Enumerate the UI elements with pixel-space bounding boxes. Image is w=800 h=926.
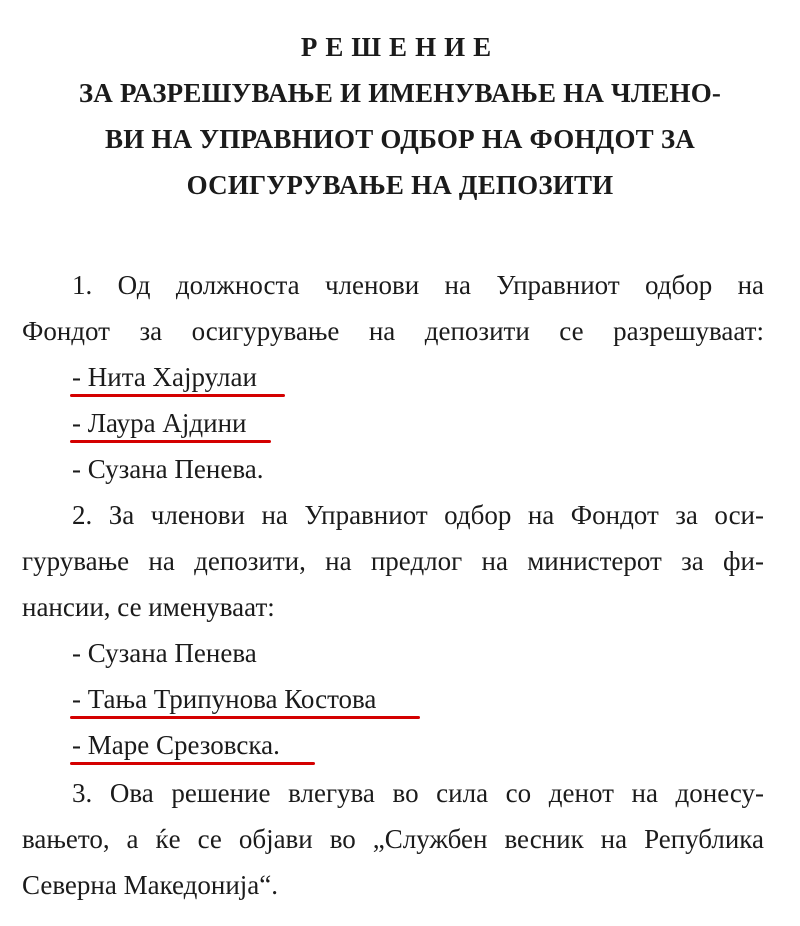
section-3-line-2: вањето, а ќе се објави во „Службен весник на Република [22, 824, 764, 854]
red-underline-annotation [70, 394, 285, 397]
section-3-line-3: Северна Македонија“. [22, 870, 278, 900]
red-underline-annotation [70, 440, 271, 443]
dismissed-member-1: - Нита Хајрулаи [72, 362, 257, 392]
section-2-line-2: гурување на депозити, на предлог на министерот за фи- [22, 546, 764, 576]
section-3-line-1: 3. Ова решение влегува во сила со денот на донесу- [72, 778, 764, 808]
red-underline-annotation [70, 762, 315, 765]
appointed-member-1: - Сузана Пенева [72, 638, 257, 668]
dismissed-member-2: - Лаура Ајдини [72, 408, 247, 438]
appointed-member-3: - Маре Срезовска. [72, 730, 280, 760]
dismissed-member-3: - Сузана Пенева. [72, 454, 264, 484]
document-title: РЕШЕНИЕ [300, 32, 500, 62]
appointed-member-2: - Тања Трипунова Костова [72, 684, 377, 714]
document-subtitle-line-1: ЗА РАЗРЕШУВАЊЕ И ИМЕНУВАЊЕ НА ЧЛЕНО- [78, 78, 722, 108]
section-2-line-1: 2. За членови на Управниот одбор на Фондот за оси- [72, 500, 764, 530]
section-1-line-1: 1. Од должноста членови на Управниот одбор на [72, 270, 764, 300]
document-subtitle-line-2: ВИ НА УПРАВНИОТ ОДБОР НА ФОНДОТ ЗА [105, 124, 695, 154]
red-underline-annotation [70, 716, 420, 719]
section-2-line-3: нансии, се именуваат: [22, 592, 275, 622]
section-1-line-2: Фондот за осигурување на депозити се разрешуваат: [22, 316, 764, 346]
document-subtitle-line-3: ОСИГУРУВАЊЕ НА ДЕПОЗИТИ [186, 170, 614, 200]
